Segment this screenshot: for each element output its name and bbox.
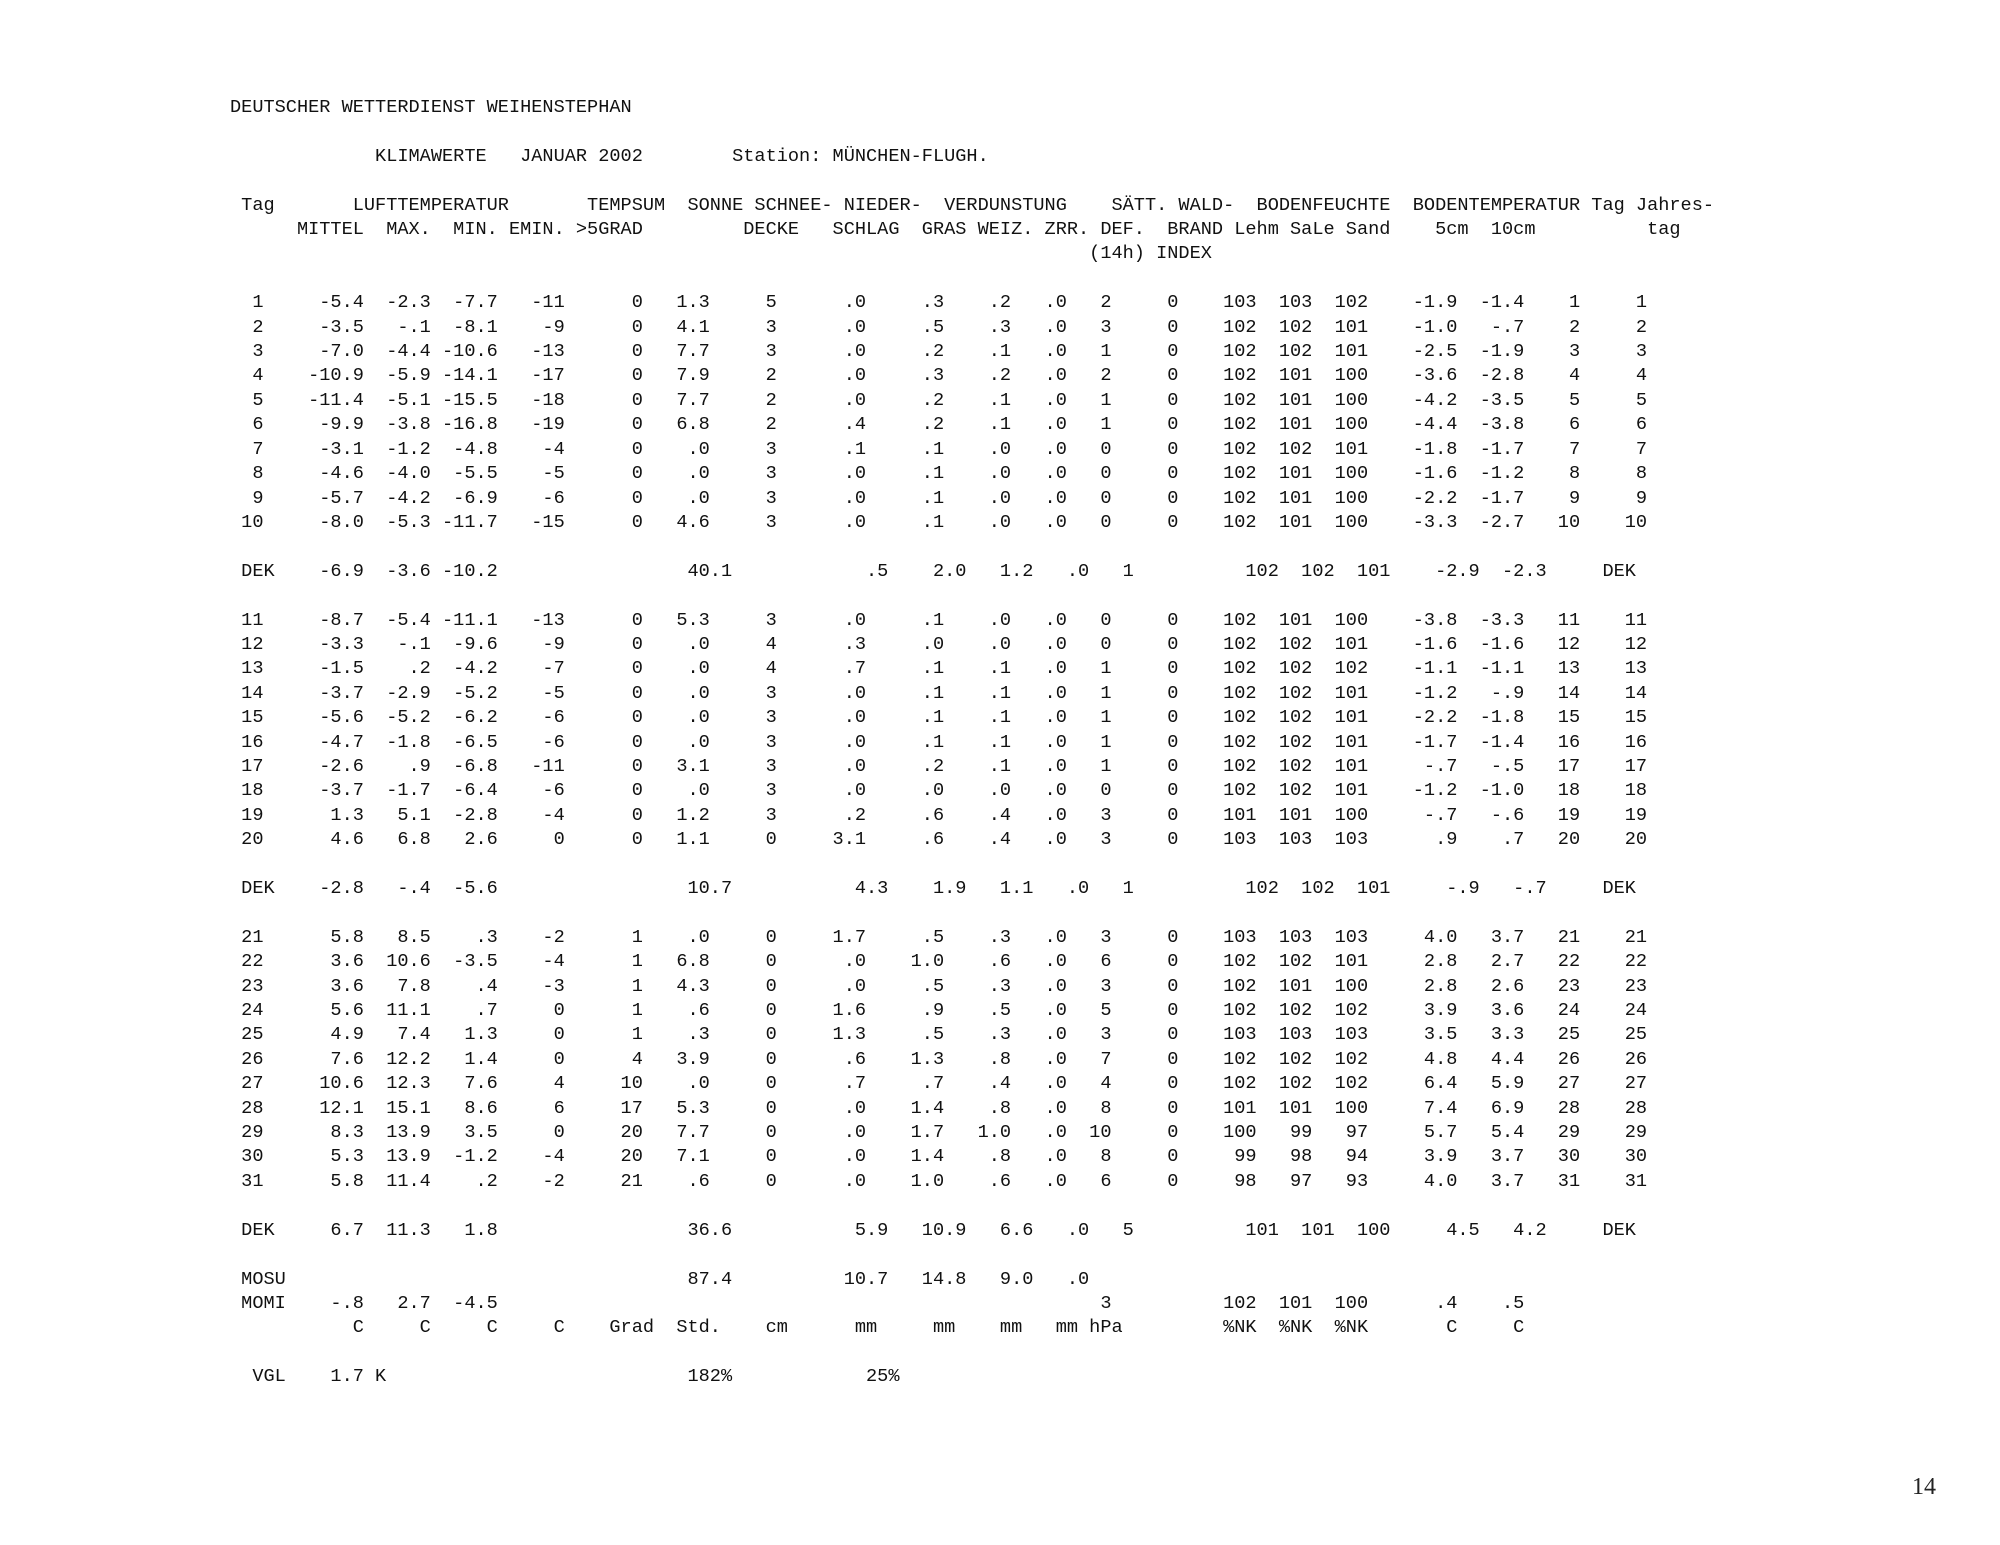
report-line: 30 5.3 13.9 -1.2 -4 20 7.1 0 .0 1.4 .8 .0 8 0 99 98 94 3.9 3.7 30 30: [230, 1146, 1648, 1168]
report-line: MOSU 87.4 10.7 14.8 9.0 .0: [230, 1268, 1090, 1290]
report-line: 21 5.8 8.5 .3 -2 1 .0 0 1.7 .5 .3 .0 3 0 103 103 103 4.0 3.7 21 21: [230, 926, 1648, 948]
report-line: 12 -3.3 -.1 -9.6 -9 0 .0 4 .3 .0 .0 .0 0 0 102 102 101 -1.6 -1.6 12 12: [230, 633, 1648, 655]
report-line: 13 -1.5 .2 -4.2 -7 0 .0 4 .7 .1 .1 .0 1 0 102 102 102 -1.1 -1.1 13 13: [230, 658, 1648, 680]
report-line: 27 10.6 12.3 7.6 4 10 .0 0 .7 .7 .4 .0 4 0 102 102 102 6.4 5.9 27 27: [230, 1073, 1648, 1095]
report-line: DEK -2.8 -.4 -5.6 10.7 4.3 1.9 1.1 .0 1 102 102 101 -.9 -.7 DEK: [230, 878, 1636, 899]
report-line: DEK -6.9 -3.6 -10.2 40.1 .5 2.0 1.2 .0 1 102 102 101 -2.9 -2.3 DEK: [230, 560, 1636, 582]
report-line: 15 -5.6 -5.2 -6.2 -6 0 .0 3 .0 .1 .1 .0 1 0 102 102 101 -2.2 -1.8 15 15: [230, 707, 1648, 729]
report-line: 5 -11.4 -5.1 -15.5 -18 0 7.7 2 .0 .2 .1 .0 1 0 102 101 100 -4.2 -3.5 5 5: [230, 389, 1648, 411]
report-line: 22 3.6 10.6 -3.5 -4 1 6.8 0 .0 1.0 .6 .0 6 0 102 102 101 2.8 2.7 22 22: [230, 951, 1648, 973]
report-line: 9 -5.7 -4.2 -6.9 -6 0 .0 3 .0 .1 .0 .0 0 0 102 101 100 -2.2 -1.7 9 9: [230, 487, 1648, 509]
report-line: 14 -3.7 -2.9 -5.2 -5 0 .0 3 .0 .1 .1 .0 1 0 102 102 101 -1.2 -.9 14 14: [230, 682, 1648, 704]
report-line: 6 -9.9 -3.8 -16.8 -19 0 6.8 2 .4 .2 .1 .0 1 0 102 101 100 -4.4 -3.8 6 6: [230, 414, 1648, 436]
report-line: 19 1.3 5.1 -2.8 -4 0 1.2 3 .2 .6 .4 .0 3 0 101 101 100 -.7 -.6 19 19: [230, 804, 1648, 826]
report-line: 16 -4.7 -1.8 -6.5 -6 0 .0 3 .0 .1 .1 .0 1 0 102 102 101 -1.7 -1.4 16 16: [230, 731, 1648, 753]
report-line: 1 -5.4 -2.3 -7.7 -11 0 1.3 5 .0 .3 .2 .0 2 0 103 103 102 -1.9 -1.4 1 1: [230, 292, 1648, 314]
report-line: DEUTSCHER WETTERDIENST WEIHENSTEPHAN: [230, 97, 632, 118]
climate-report: [230, 96, 1714, 1390]
report-line: 10 -8.0 -5.3 -11.7 -15 0 4.6 3 .0 .1 .0 .0 0 0 102 101 100 -3.3 -2.7 10 10: [230, 511, 1648, 533]
report-line: MOMI -.8 2.7 -4.5 3 102 101 100 .4 .5: [230, 1292, 1525, 1314]
report-line: VGL 1.7 K 182% 25%: [230, 1366, 900, 1388]
report-line: MITTEL MAX. MIN. EMIN. >5GRAD DECKE SCHLAG GRAS WEIZ. ZRR. DEF. BRAND Lehm SaLe Sand 5cm 10cm tag: [230, 219, 1681, 241]
report-line: 3 -7.0 -4.4 -10.6 -13 0 7.7 3 .0 .2 .1 .0 1 0 102 102 101 -2.5 -1.9 3 3: [230, 341, 1648, 363]
report-line: 20 4.6 6.8 2.6 0 0 1.1 0 3.1 .6 .4 .0 3 0 103 103 103 .9 .7 20 20: [230, 829, 1648, 851]
report-line: 11 -8.7 -5.4 -11.1 -13 0 5.3 3 .0 .1 .0 .0 0 0 102 101 100 -3.8 -3.3 11 11: [230, 609, 1648, 631]
report-line: 18 -3.7 -1.7 -6.4 -6 0 .0 3 .0 .0 .0 .0 0 0 102 102 101 -1.2 -1.0 18 18: [230, 780, 1648, 802]
report-line: 2 -3.5 -.1 -8.1 -9 0 4.1 3 .0 .5 .3 .0 3 0 102 102 101 -1.0 -.7 2 2: [230, 316, 1648, 338]
report-line: 29 8.3 13.9 3.5 0 20 7.7 0 .0 1.7 1.0 .0 10 0 100 99 97 5.7 5.4 29 29: [230, 1122, 1648, 1144]
report-line: Tag LUFTTEMPERATUR TEMPSUM SONNE SCHNEE- NIEDER- VERDUNSTUNG SÄTT. WALD- BODENFEUCHTE BODENTEMPERATUR Tag Jahres-: [230, 194, 1715, 216]
report-line: 25 4.9 7.4 1.3 0 1 .3 0 1.3 .5 .3 .0 3 0 103 103 103 3.5 3.3 25 25: [230, 1024, 1648, 1046]
report-line: 28 12.1 15.1 8.6 6 17 5.3 0 .0 1.4 .8 .0 8 0 101 101 100 7.4 6.9 28 28: [230, 1097, 1648, 1119]
report-line: DEK 6.7 11.3 1.8 36.6 5.9 10.9 6.6 .0 5 101 101 100 4.5 4.2 DEK: [230, 1219, 1636, 1241]
report-line: 8 -4.6 -4.0 -5.5 -5 0 .0 3 .0 .1 .0 .0 0 0 102 101 100 -1.6 -1.2 8 8: [230, 463, 1648, 485]
report-line: (14h) INDEX: [230, 243, 1212, 265]
report-line: 24 5.6 11.1 .7 0 1 .6 0 1.6 .9 .5 .0 5 0 102 102 102 3.9 3.6 24 24: [230, 1000, 1648, 1022]
report-line: 31 5.8 11.4 .2 -2 21 .6 0 .0 1.0 .6 .0 6 0 98 97 93 4.0 3.7 31 31: [230, 1170, 1648, 1192]
report-line: 17 -2.6 .9 -6.8 -11 0 3.1 3 .0 .2 .1 .0 1 0 102 102 101 -.7 -.5 17 17: [230, 755, 1648, 777]
page-number: 14: [1912, 1474, 1936, 1500]
report-line: 23 3.6 7.8 .4 -3 1 4.3 0 .0 .5 .3 .0 3 0 102 101 100 2.8 2.6 23 23: [230, 975, 1648, 997]
report-line: 26 7.6 12.2 1.4 0 4 3.9 0 .6 1.3 .8 .0 7 0 102 102 102 4.8 4.4 26 26: [230, 1048, 1648, 1070]
report-line: 7 -3.1 -1.2 -4.8 -4 0 .0 3 .1 .1 .0 .0 0 0 102 102 101 -1.8 -1.7 7 7: [230, 438, 1648, 460]
report-line: 4 -10.9 -5.9 -14.1 -17 0 7.9 2 .0 .3 .2 .0 2 0 102 101 100 -3.6 -2.8 4 4: [230, 365, 1648, 387]
report-line: KLIMAWERTE JANUAR 2002 Station: MÜNCHEN-FLUGH.: [230, 145, 989, 167]
report-line: C C C C Grad Std. cm mm mm mm mm hPa %NK %NK %NK C C: [230, 1317, 1525, 1339]
